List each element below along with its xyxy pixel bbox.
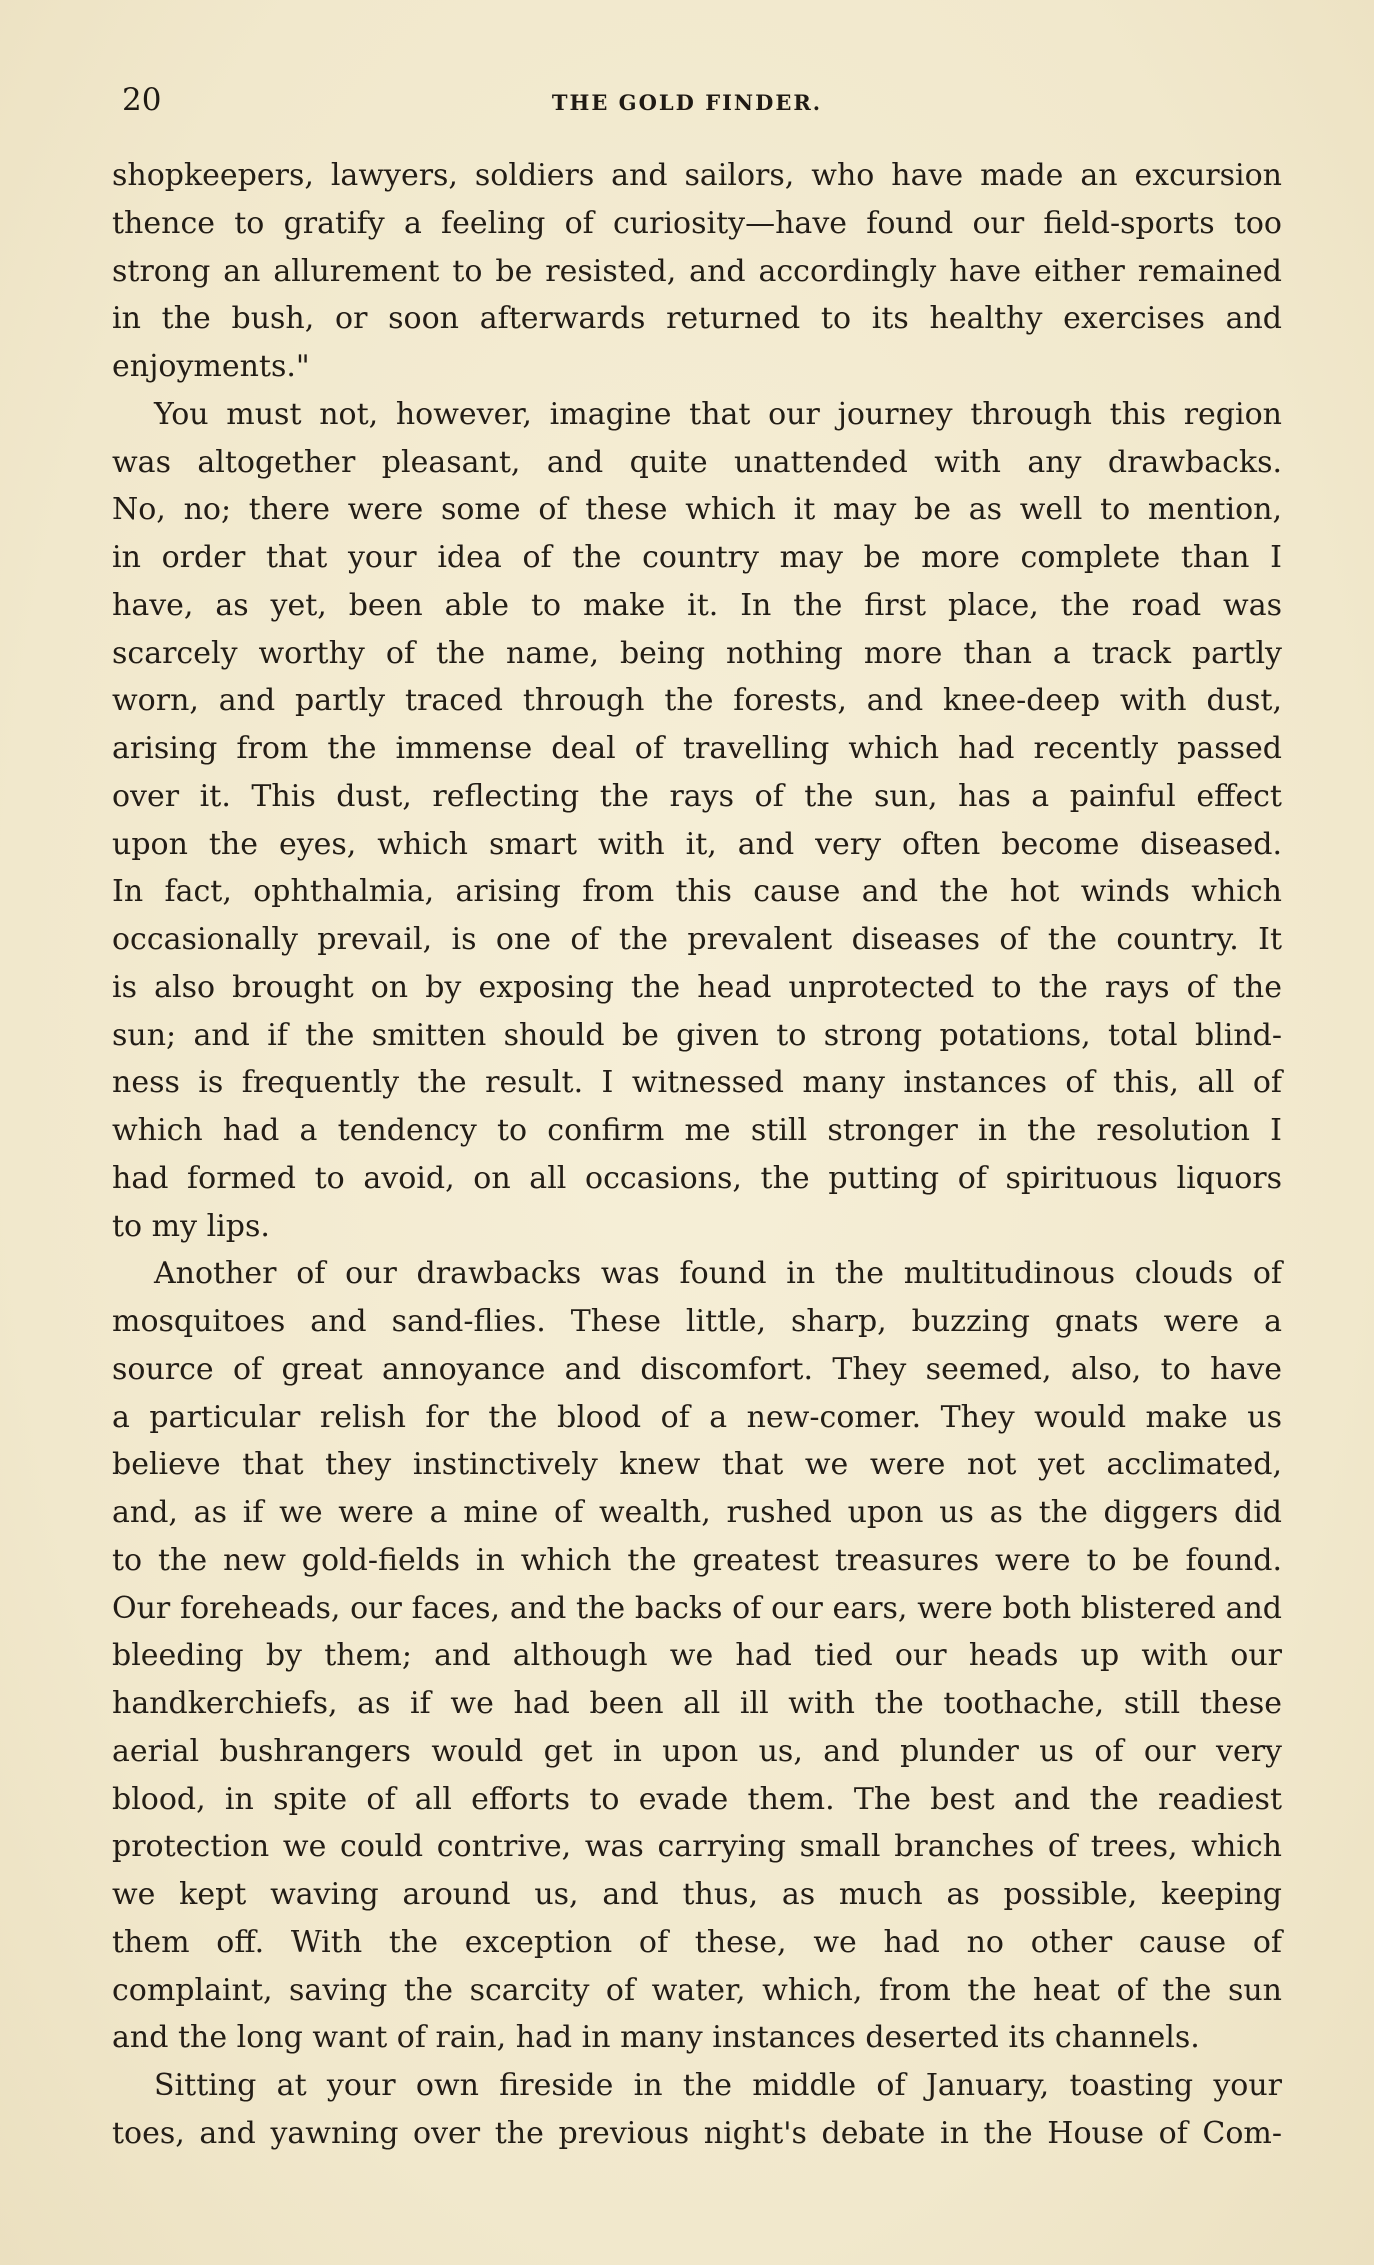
text-line: we kept waving around us, and thus, as much as possible, keeping [112,1877,1282,1912]
text-line: worn, and partly traced through the forests, and knee-deep with dust, [112,683,1282,719]
text-line: handkerchiefs, as if we had been all ill with the toothache, still these [112,1686,1282,1721]
text-line: was altogether pleasant, and quite unattended with any drawbacks. [112,444,1282,480]
text-line: upon the eyes, which smart with it, and very often become diseased. [112,826,1282,862]
text-line: Another of our drawbacks was found in the multitudinous clouds of [154,1256,1282,1292]
text-line: bleeding by them; and although we had tied our heads up with our [112,1638,1282,1674]
text-line: source of great annoyance and discomfort. They seemed, also, to have [112,1351,1282,1387]
text-line: In fact, ophthalmia, arising from this cause and the hot winds which [112,874,1282,910]
text-line: thence to gratify a feeling of curiosity—have found our field-sports too [112,205,1282,241]
text-line: believe that they instinctively knew that we were not yet acclimated, [112,1447,1282,1483]
text-line: which had a tendency to confirm me still stronger in the resolution I [112,1113,1282,1148]
text-line: toes, and yawning over the previous night's debate in the House of Com- [112,2115,1282,2151]
text-line: shopkeepers, lawyers, soldiers and sailors, who have made an excursion [112,158,1282,193]
page-number: 20 [122,82,162,118]
text-line: and the long want of rain, had in many instances deserted its channels. [112,2020,1200,2056]
text-line: Our foreheads, our faces, and the backs of our ears, were both blistered and [112,1590,1282,1626]
text-line: ness is frequently the result. I witnessed many instances of this, all of [112,1065,1282,1101]
text-line: No, no; there were some of these which it may be as well to mention, [112,492,1282,528]
text-line: sun; and if the smitten should be given to strong potations, total blind- [112,1017,1282,1053]
text-line: You must not, however, imagine that our journey through this region [154,396,1282,432]
text-line: had formed to avoid, on all occasions, the putting of spirituous liquors [112,1160,1282,1196]
text-line: to my lips. [112,1208,270,1244]
text-line: Sitting at your own fireside in the middle of January, toasting your [154,2068,1282,2103]
text-line: scarcely worthy of the name, being nothing more than a track partly [112,635,1282,671]
text-line: over it. This dust, reflecting the rays of the sun, has a painful effect [112,778,1282,814]
text-line: mosquitoes and sand-flies. These little, sharp, buzzing gnats were a [112,1304,1282,1339]
text-line: them off. With the exception of these, we had no other cause of [112,1924,1282,1960]
text-line: a particular relish for the blood of a new-comer. They would make us [112,1399,1282,1435]
text-line: occasionally prevail, is one of the prevalent diseases of the country. It [112,922,1282,957]
body-text [112,152,1282,2158]
text-line: enjoyments." [112,349,310,384]
text-line: aerial bushrangers would get in upon us, and plunder us of our very [112,1733,1282,1769]
text-line: is also brought on by exposing the head unprotected to the rays of the [112,969,1282,1005]
text-line: in the bush, or soon afterwards returned to its healthy exercises and [112,301,1282,337]
running-title: THE GOLD FINDER. [551,90,823,115]
text-line: in order that your idea of the country may be more complete than I [112,540,1282,575]
text-line: protection we could contrive, was carrying small branches of trees, which [112,1829,1282,1865]
text-line: arising from the immense deal of travelling which had recently passed [112,731,1282,766]
text-line: blood, in spite of all efforts to evade them. The best and the readiest [112,1781,1282,1817]
text-line: to the new gold-fields in which the greatest treasures were to be found. [112,1542,1282,1578]
text-line: complaint, saving the scarcity of water, which, from the heat of the sun [112,1972,1282,2008]
text-line: and, as if we were a mine of wealth, rushed upon us as the diggers did [112,1495,1282,1530]
text-line: have, as yet, been able to make it. In the first place, the road was [112,587,1282,623]
text-line: strong an allurement to be resisted, and accordingly have either remained [112,253,1282,289]
